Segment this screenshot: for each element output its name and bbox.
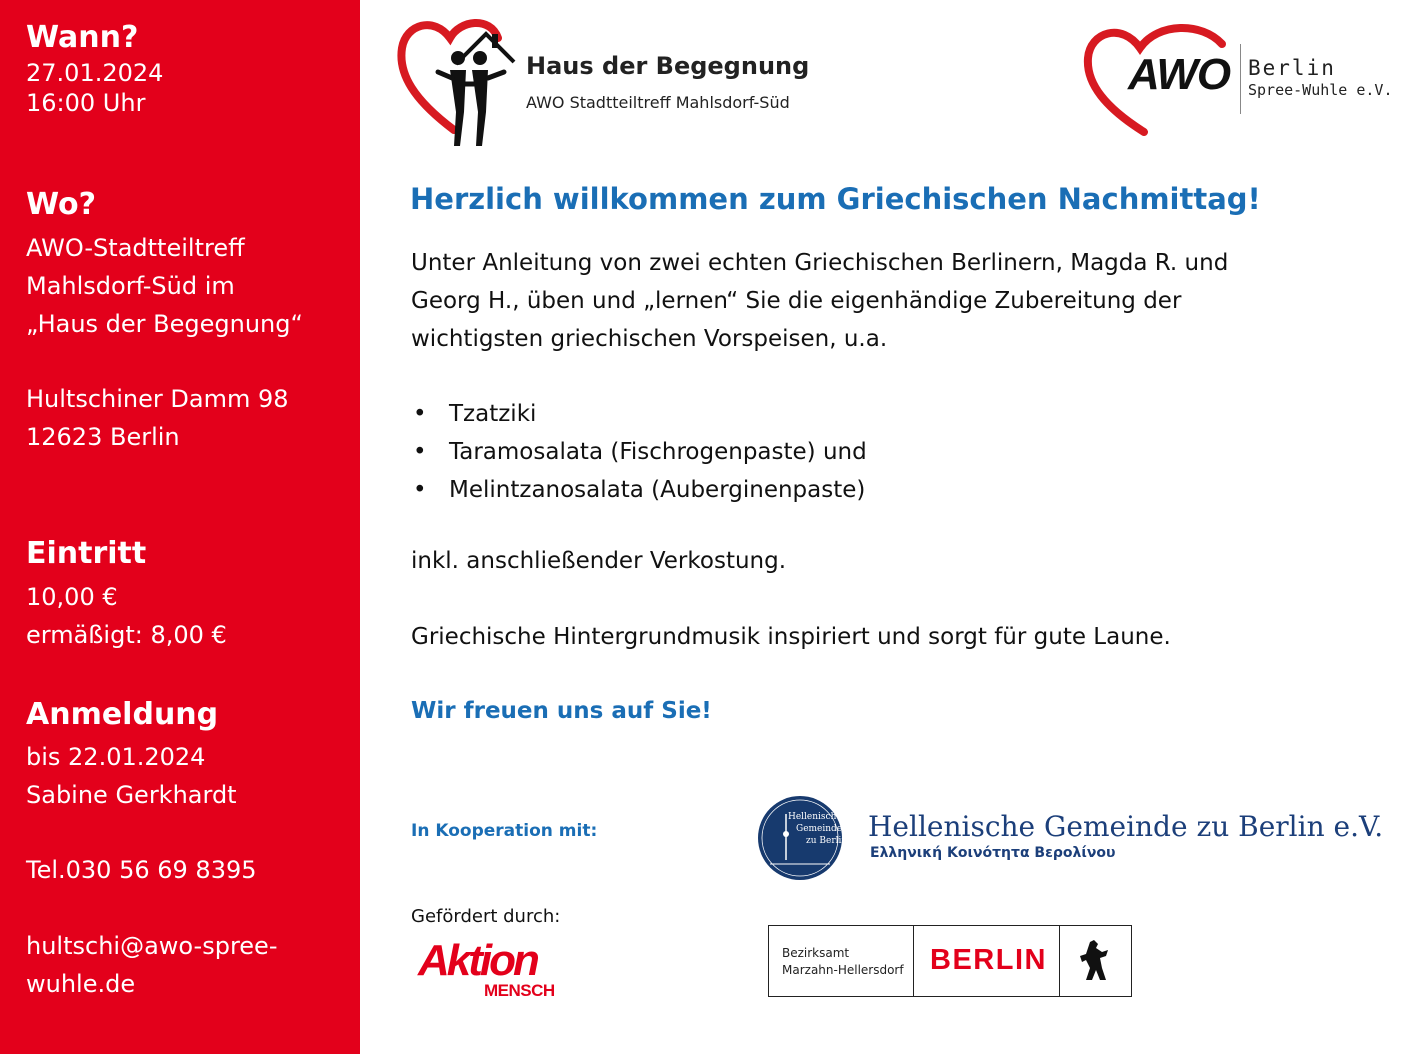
hellenic-badge-text: Gemeinde [796,824,843,834]
intro-line: Unter Anleitung von zwei echten Griechischen Berlinern, Magda R. und [411,250,1229,276]
cooperation-label: In Kooperation mit: [411,821,598,841]
registration-deadline: bis 22.01.2024 [26,743,206,771]
berlin-wordmark: BERLIN [930,944,1047,976]
awo-city: Berlin [1248,56,1336,80]
heart-house-icon [394,12,520,152]
tasting-note: inkl. anschließender Verkostung. [411,548,787,574]
list-item: • Tzatziki [411,395,867,433]
registration-heading: Anmeldung [26,697,219,732]
intro-line: Georg H., üben und „lernen“ Sie die eigenhändige Zubereitung der [411,288,1182,314]
bezirksamt-berlin-logo [768,925,1132,997]
hdb-subtitle: AWO Stadtteiltreff Mahlsdorf-Süd [526,93,790,112]
entry-heading: Eintritt [26,536,147,571]
awo-wordmark: AWO [1128,50,1231,99]
venue-line: „Haus der Begegnung“ [26,310,303,338]
aktion-wordmark: Aktion [418,936,537,985]
event-time: 16:00 Uhr [26,89,146,117]
contact-phone[interactable]: Tel.030 56 69 8395 [26,856,257,884]
awo-divider [1240,44,1241,114]
berlin-cell [914,926,1060,996]
contact-email[interactable]: wuhle.de [26,970,136,998]
district-label: Bezirksamt [782,946,850,960]
funded-label: Gefördert durch: [411,906,561,927]
main-content [360,0,1406,1054]
venue-line: AWO-Stadtteiltreff [26,234,245,262]
hellenic-badge-text: Hellenische [788,812,842,822]
music-note: Griechische Hintergrundmusik inspiriert und sorgt für gute Laune. [411,624,1171,650]
contact-email[interactable]: hultschi@awo-spree- [26,932,278,960]
list-item: • Taramosalata (Fischrogenpaste) und [411,433,867,471]
when-heading: Wann? [26,20,139,55]
intro-paragraph [411,244,1361,358]
district-cell [769,926,914,996]
intro-line: wichtigsten griechischen Vorspeisen, u.a. [411,326,888,352]
closing-line: Wir freuen uns auf Sie! [411,698,712,724]
price: 10,00 € [26,583,118,611]
hellenic-badge-text: zu Berlin [806,836,848,846]
info-sidebar [0,0,360,1054]
district-name: Marzahn-Hellersdorf [782,963,904,977]
street-address: Hultschiner Damm 98 [26,385,289,413]
city-address: 12623 Berlin [26,423,180,451]
hellenic-greek-name: Ελληνική Κοινότητα Βερολίνου [870,845,1116,861]
where-heading: Wo? [26,187,97,222]
venue-line: Mahlsdorf-Süd im [26,272,235,300]
hdb-title: Haus der Begegnung [526,52,810,80]
awo-organization: Spree-Wuhle e.V. [1248,81,1393,99]
bear-cell [1060,926,1130,996]
mensch-wordmark: MENSCH [484,981,555,1000]
dishes-list [411,395,867,509]
list-item: • Melintzanosalata (Auberginenpaste) [411,471,867,509]
hellenic-name: Hellenische Gemeinde zu Berlin e.V. [868,810,1384,843]
contact-name: Sabine Gerkhardt [26,781,237,809]
event-date: 27.01.2024 [26,59,164,87]
berlin-bear-icon [1078,938,1112,984]
welcome-heading: Herzlich willkommen zum Griechischen Nachmittag! [410,182,1261,216]
price-reduced: ermäßigt: 8,00 € [26,621,227,649]
